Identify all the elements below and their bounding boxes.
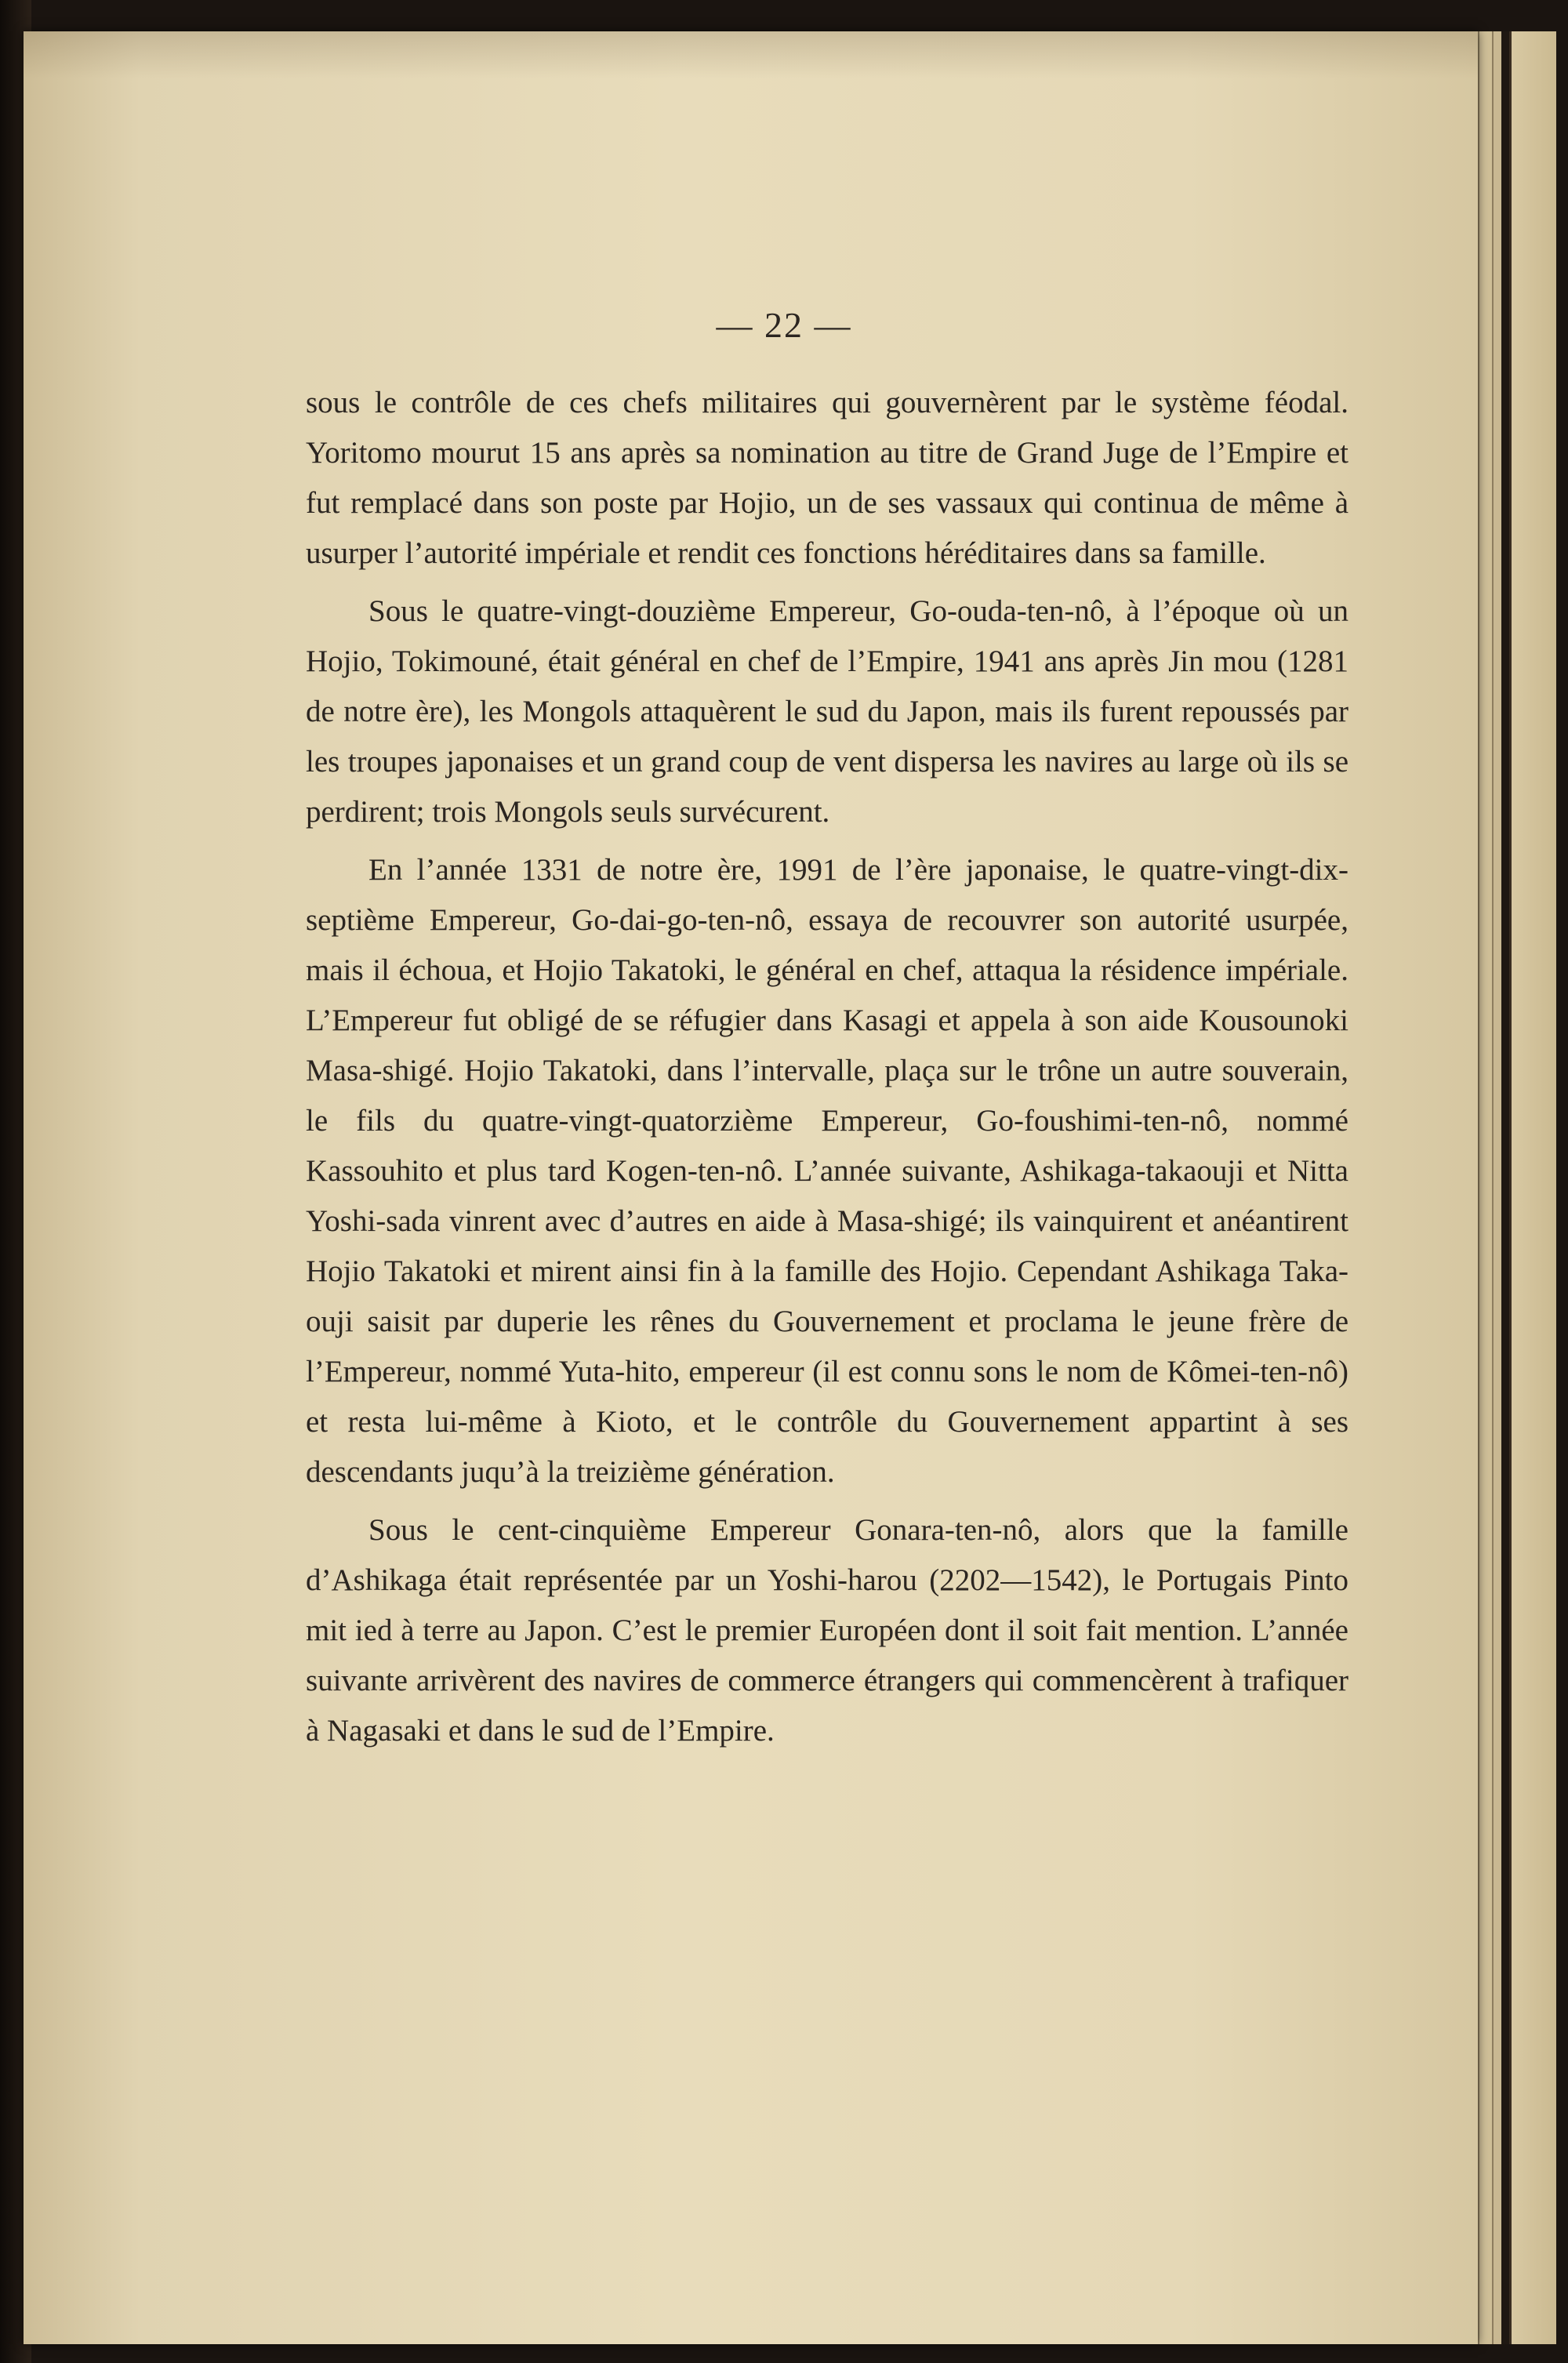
page-gap	[1501, 31, 1509, 2344]
next-page-edge	[1509, 31, 1559, 2344]
body-text	[306, 378, 1348, 1764]
page-number: — 22 —	[716, 305, 852, 345]
paragraph: En l’année 1331 de notre ère, 1991 de l’ère japonaise, le quatre-vingt-dix-septième Empereur, Go-dai-go-ten-nô, essaya de recouvrer son autorité usurpée, mais il échoua, et Hojio Takatoki, le général en chef, attaqua la résidence impériale. L’Empereur fut obligé de se réfugier dans Kasagi et appela à son aide Kousounoki Masa-shigé. Hojio Takatoki, dans l’intervalle, plaça sur le trône un autre souverain, le fils du quatre-vingt-quatorzième Empereur, Go-foushimi-ten-nô, nommé Kassouhito et plus tard Kogen-ten-nô. L’année suivante, Ashikaga-takaouji et Nitta Yoshi-sada vinrent avec d’autres en aide à Masa-shigé; ils vainquirent et anéantirent Hojio Takatoki et mirent ainsi fin à la famille des Hojio. Cependant Ashikaga Taka-ouji saisit par duperie les rênes du Gouvernement et proclama le jeune frère de l’Empereur, nommé Yuta-hito, empereur (il est connu sons le nom de Kômei-ten-nô) et resta lui-même à Kioto, et le contrôle du Gouvernement appartint à ses descendants juqu’à la treizième génération.	[306, 853, 1348, 1489]
paragraph: Sous le cent-cinquième Empereur Gonara-ten-nô, alors que la famille d’Ashikaga était représentée par un Yoshi-harou (2202—1542), le Portugais Pinto mit ied à terre au Japon. C’est le premier Européen dont il soit fait mention. L’année suivante arrivèrent des navires de commerce étrangers qui commencèrent à trafiquer à Nagasaki et dans le sud de l’Empire.	[306, 1513, 1348, 1748]
page-edge	[1478, 31, 1494, 2344]
background-right	[1556, 31, 1568, 2344]
paragraph: Sous le quatre-vingt-douzième Empereur, Go-ouda-ten-nô, à l’époque où un Hojio, Tokimouné, était général en chef de l’Empire, 1941 ans après Jin mou (1281 de notre ère), les Mongols attaquèrent le sud du Japon, mais ils furent repoussés par les troupes japonaises et un grand coup de vent dispersa les navires au large où ils se perdirent; trois Mongols seuls survécurent.	[306, 594, 1348, 829]
paragraph: sous le contrôle de ces chefs militaires qui gouvernèrent par le système féodal. Yoritomo mourut 15 ans après sa nomination au titre de Grand Juge de l’Empire et fut remplacé dans son poste par Hojio, un de ses vassaux qui continua de même à usurper l’autorité impériale et rendit ces fonctions héréditaires dans sa famille.	[306, 386, 1348, 570]
